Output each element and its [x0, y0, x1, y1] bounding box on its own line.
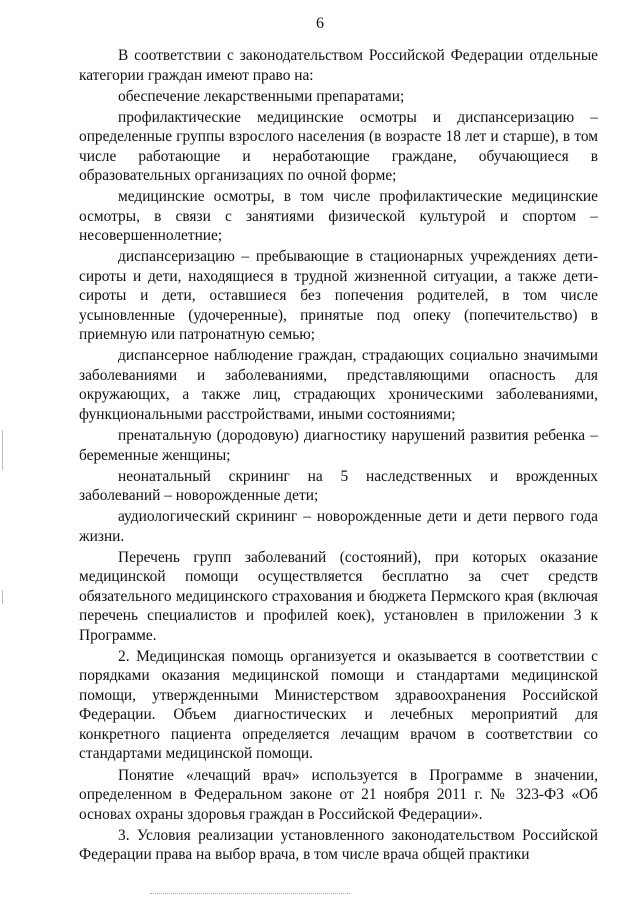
paragraph-medicines: обеспечение лекарственными препаратами;	[118, 87, 405, 105]
paragraph-prenatal: пренатальную (дородовую) диагностику нарушений развития ребенка – беременные женщины;	[79, 427, 598, 464]
paragraph-intro: В соответствии с законодательством Российской Федерации отдельные категории граждан имеют право на:	[79, 47, 598, 84]
paragraph-audiology: аудиологический скрининг – новорожденные дети и дети первого года жизни.	[79, 508, 598, 545]
scan-edge-mark	[2, 590, 3, 604]
paragraph-checkups-minors: медицинские осмотры, в том числе профилактические медицинские осмотры, в связи с занятиями физической культурой и спортом – несовершеннолетние;	[79, 188, 598, 245]
document-body	[79, 46, 598, 865]
scan-edge-mark	[2, 430, 3, 470]
paragraph-neonatal: неонатальный скрининг на 5 наследственных и врожденных заболеваний – новорожденные дети;	[79, 467, 598, 505]
paragraph-attending-doctor: Понятие «лечащий врач» используется в Программе в значении, определенном в Федеральном законе от 21 ноября 2011 г. № 323-ФЗ «Об основах охраны здоровья граждан в Российской Федерации».	[79, 766, 598, 823]
paragraph-disease-list: Перечень групп заболеваний (состояний), при которых оказание медицинской помощи осуществляется бесплатно за счет средств обязательного медицинского страхования и бюджета Пермского края (включая перечень специалистов и профилей коек), установлен в приложении 3 к Программе.	[79, 548, 598, 644]
paragraph-section-3: 3. Условия реализации установленного законодательством Российской Федерации права на выбор врача, в том числе врача общей практики	[79, 826, 598, 864]
footer-rule	[150, 893, 350, 894]
page-number: 6	[316, 15, 324, 32]
paragraph-checkups-adults: профилактические медицинские осмотры и диспансеризацию – определенные группы взрослого населения (в возрасте 18 лет и старше), в том числе работающие и неработающие граждане, обучающиеся в образовательных организациях по очной форме;	[79, 108, 598, 185]
paragraph-dispensary-observation: диспансерное наблюдение граждан, страдающих социально значимыми заболеваниями и заболеваниями, представляющими опасность для окружающих, а также лиц, страдающих хроническими заболеваниями, функциональными расстройствами, иными состояниями;	[79, 347, 598, 423]
paragraph-section-2: 2. Медицинская помощь организуется и оказывается в соответствии с порядками оказания медицинской помощи и стандартами медицинской помощи, утвержденными Министерством здравоохранения Российской Федерации. Объем диагностических и лечебных мероприятий для конкретного пациента определяется лечащим врачом в соответствии со стандартами медицинской помощи.	[79, 647, 598, 763]
paragraph-orphans: диспансеризацию – пребывающие в стационарных учреждениях дети-сироты и дети, находящиеся в трудной жизненной ситуации, а также дети-сироты и дети, оставшиеся без попечения родителей, в том числе усыновленные (удочеренные), принятые под опеку (попечительство) в приемную или патронатную семью;	[79, 248, 598, 344]
